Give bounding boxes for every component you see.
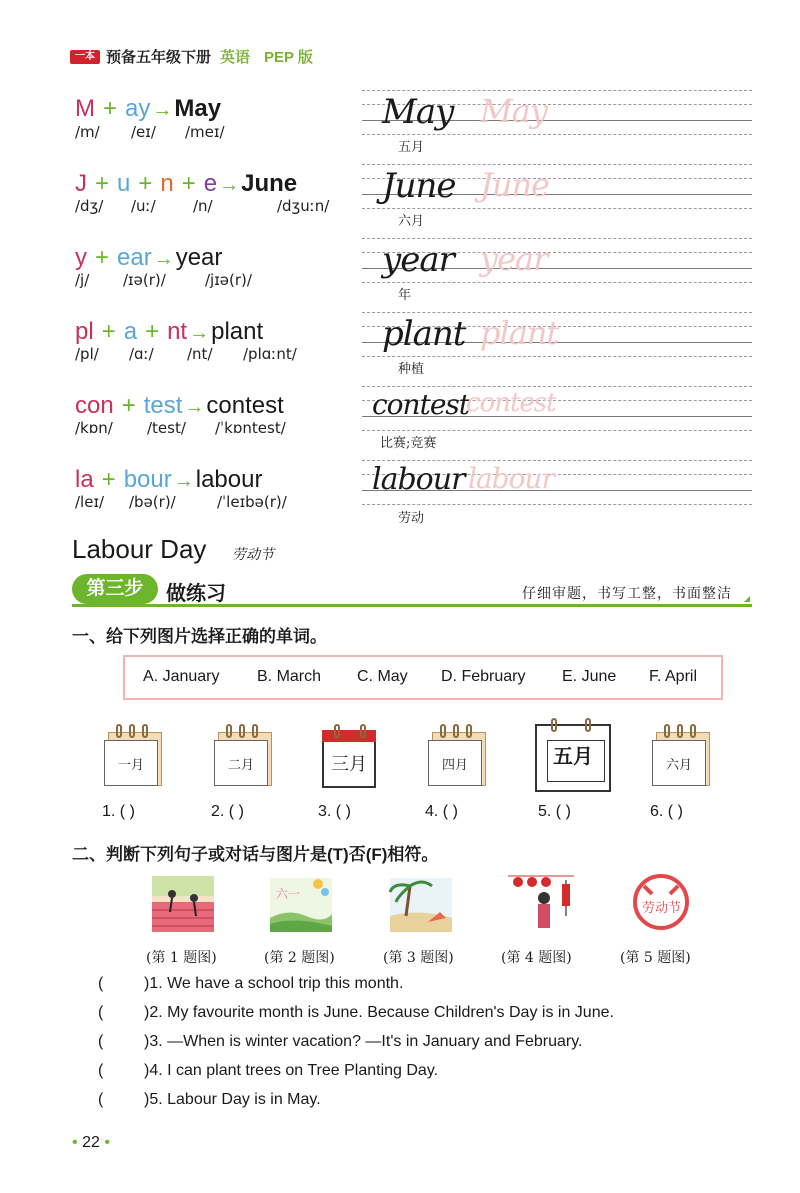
calendar-icon	[104, 722, 166, 788]
picture-caption-2: (第 2 题图)	[264, 950, 335, 966]
school-trip-picture	[150, 872, 216, 934]
word-part: n	[160, 170, 174, 197]
target-word: year	[175, 244, 223, 271]
calendar-label: 三月	[331, 754, 367, 775]
phonetic: /ˈkɒntest/	[215, 419, 286, 437]
trace-word: May	[480, 92, 547, 130]
sentence-text: )1. We have a school trip this month.	[144, 975, 404, 992]
phonetic: /ˈleɪbə(r)/	[217, 493, 287, 511]
answer-blank-2[interactable]: 2. ( )	[211, 803, 244, 820]
word-part: bour	[123, 466, 172, 493]
tf-sentence-1	[98, 975, 403, 993]
handwriting-lines	[362, 310, 752, 362]
word-row-may	[75, 95, 221, 123]
tf-sentence-2	[98, 1004, 614, 1022]
calendar-label: 二月	[227, 758, 254, 773]
book-title: 预备五年级下册	[106, 49, 212, 66]
chinese-meaning: 劳动	[398, 511, 425, 526]
phonetic: /jɪə(r)/	[205, 271, 252, 289]
option-e: E. June	[562, 668, 617, 685]
answer-blank-6[interactable]: 6. ( )	[650, 803, 683, 820]
trace-word: June	[480, 166, 549, 204]
dot-icon: •	[72, 1134, 78, 1151]
dot-icon: •	[104, 1134, 110, 1151]
arrow-icon: →	[219, 174, 240, 196]
tf-sentence-3	[98, 1033, 583, 1051]
sentence-text: )5. Labour Day is in May.	[144, 1091, 321, 1108]
handwriting-word: labour	[372, 462, 465, 497]
word-part: pl	[75, 318, 94, 345]
plus-sign: +	[95, 170, 110, 197]
phonetic: /ɪə(r)/	[123, 271, 166, 289]
answer-paren[interactable]: (	[98, 1091, 104, 1108]
word-row-june	[75, 170, 297, 198]
page-number	[72, 1134, 110, 1152]
phonetic: /bə(r)/	[129, 493, 176, 511]
chinese-meaning: 年	[398, 288, 412, 303]
book-subject: 英语	[220, 49, 251, 66]
phonetic: /nt/	[187, 345, 213, 363]
chinese-meaning: 种植	[398, 362, 425, 377]
phonetic: /dʒuːn/	[277, 197, 330, 215]
question-1-title: 一、给下列图片选择正确的单词。	[72, 627, 327, 646]
word-part: ear	[117, 244, 152, 271]
trace-word: labour	[468, 462, 554, 495]
beach-picture	[388, 872, 454, 934]
plus-sign: +	[138, 170, 153, 197]
sentence-text: )3. —When is winter vacation? —It's in January and February.	[144, 1033, 583, 1050]
word-part: M	[75, 95, 95, 122]
handwriting-word: plant	[382, 314, 466, 354]
answer-blank-5[interactable]: 5. ( )	[538, 803, 571, 820]
answer-paren[interactable]: (	[98, 1062, 104, 1079]
word-part: e	[203, 170, 218, 197]
target-word: plant	[211, 318, 264, 345]
word-row-year	[75, 244, 222, 272]
phonetic: /m/	[75, 123, 100, 141]
spring-festival-picture	[508, 872, 574, 934]
arrow-icon: →	[189, 322, 210, 344]
plus-sign: +	[101, 466, 116, 493]
word-part: test	[143, 392, 183, 419]
phonetic: /j/	[75, 271, 90, 289]
picture-caption-1: (第 1 题图)	[146, 950, 217, 966]
brand-badge: 一本	[70, 50, 100, 64]
handwriting-word: May	[382, 92, 454, 132]
phonetic: /eɪ/	[131, 123, 156, 141]
handwriting-lines	[362, 236, 752, 288]
book-edition: PEP 版	[264, 49, 313, 66]
sentence-text: )2. My favourite month is June. Because Children's Day is in June.	[144, 1004, 614, 1021]
plus-sign: +	[145, 318, 160, 345]
tf-sentence-5	[98, 1091, 321, 1109]
target-word: May	[174, 95, 222, 122]
option-c: C. May	[357, 668, 408, 685]
option-f: F. April	[649, 668, 698, 685]
word-part: con	[75, 392, 114, 419]
option-a: A. January	[143, 668, 220, 685]
answer-blank-3[interactable]: 3. ( )	[318, 803, 351, 820]
phonetic: /meɪ/	[185, 123, 225, 141]
pic-text-labour-day: 劳动节	[642, 901, 682, 916]
word-part: J	[75, 170, 87, 197]
phonetic: /kɒn/	[75, 419, 113, 437]
answer-paren[interactable]: (	[98, 1004, 104, 1021]
childrens-day-picture	[268, 872, 334, 934]
arrow-icon: →	[153, 248, 174, 270]
target-word: June	[241, 170, 298, 197]
phrase-english: Labour Day	[72, 534, 207, 564]
phonetic: /ɑː/	[129, 345, 154, 363]
calendar-label: 一月	[117, 758, 144, 773]
plus-sign: +	[95, 244, 110, 271]
phonetic: /uː/	[131, 197, 156, 215]
handwriting-lines	[362, 458, 752, 510]
calendar-icon	[322, 722, 384, 788]
picture-caption-3: (第 3 题图)	[383, 950, 454, 966]
word-part: nt	[167, 318, 188, 345]
answer-paren[interactable]: (	[98, 975, 104, 992]
answer-blank-1[interactable]: 1. ( )	[102, 803, 135, 820]
word-row-plant	[75, 318, 263, 346]
corner-triangle-icon	[744, 596, 750, 602]
handwriting-word: year	[382, 240, 454, 280]
handwriting-lines	[362, 384, 752, 436]
word-part: ay	[125, 95, 151, 122]
plus-sign: +	[101, 318, 116, 345]
step-tip: 仔细审题，书写工整，书面整洁	[522, 586, 732, 602]
chinese-meaning: 六月	[398, 214, 425, 229]
step-title: 做练习	[166, 583, 226, 605]
word-part: y	[75, 244, 87, 271]
plus-sign: +	[121, 392, 136, 419]
target-word: labour	[195, 466, 263, 493]
phonetic: /n/	[193, 197, 213, 215]
calendar-label: 五月	[553, 744, 593, 768]
calendar-icon	[533, 718, 613, 796]
plus-sign: +	[181, 170, 196, 197]
plus-sign: +	[103, 95, 118, 122]
handwriting-word: contest	[372, 388, 470, 421]
target-word: contest	[206, 392, 284, 419]
phonetic: /pl/	[75, 345, 99, 363]
phonetic: /test/	[147, 419, 186, 437]
word-part: u	[117, 170, 131, 197]
phonetic: /dʒ/	[75, 197, 104, 215]
picture-caption-5: (第 5 题图)	[620, 950, 691, 966]
picture-caption-4: (第 4 题图)	[501, 950, 572, 966]
trace-word: year	[480, 240, 548, 278]
calendar-icon	[652, 722, 714, 788]
answer-paren[interactable]: (	[98, 1033, 104, 1050]
handwriting-lines	[362, 88, 752, 140]
handwriting-lines	[362, 162, 752, 214]
word-part: a	[123, 318, 138, 345]
option-b: B. March	[257, 668, 322, 685]
word-row-labour	[75, 466, 262, 494]
labour-day-picture	[628, 872, 694, 934]
chinese-meaning: 五月	[398, 140, 425, 155]
calendar-label: 六月	[665, 758, 692, 773]
phrase-chinese: 劳动节	[232, 547, 274, 563]
arrow-icon: →	[152, 99, 173, 121]
calendar-icon	[428, 722, 490, 788]
arrow-icon: →	[173, 470, 194, 492]
trace-word: plant	[480, 314, 559, 352]
sentence-text: )4. I can plant trees on Tree Planting Day.	[144, 1062, 439, 1079]
phonetic: /plɑːnt/	[243, 345, 297, 363]
option-d: D. February	[441, 668, 526, 685]
step-label: 第三步	[72, 574, 158, 604]
word-part: la	[75, 466, 94, 493]
handwriting-word: June	[382, 166, 456, 206]
question-2-title: 二、判断下列句子或对话与图片是(T)否(F)相符。	[72, 845, 439, 864]
page-number-text: 22	[82, 1134, 100, 1151]
arrow-icon: →	[184, 396, 205, 418]
pic-text-61: 六一	[276, 887, 301, 901]
chinese-meaning: 比赛;竞赛	[380, 436, 437, 451]
tf-sentence-4	[98, 1062, 438, 1080]
phonetic: /leɪ/	[75, 493, 105, 511]
answer-blank-4[interactable]: 4. ( )	[425, 803, 458, 820]
word-row-contest	[75, 392, 284, 420]
calendar-icon	[214, 722, 276, 788]
trace-word: contest	[466, 388, 556, 418]
calendar-label: 四月	[441, 758, 468, 773]
